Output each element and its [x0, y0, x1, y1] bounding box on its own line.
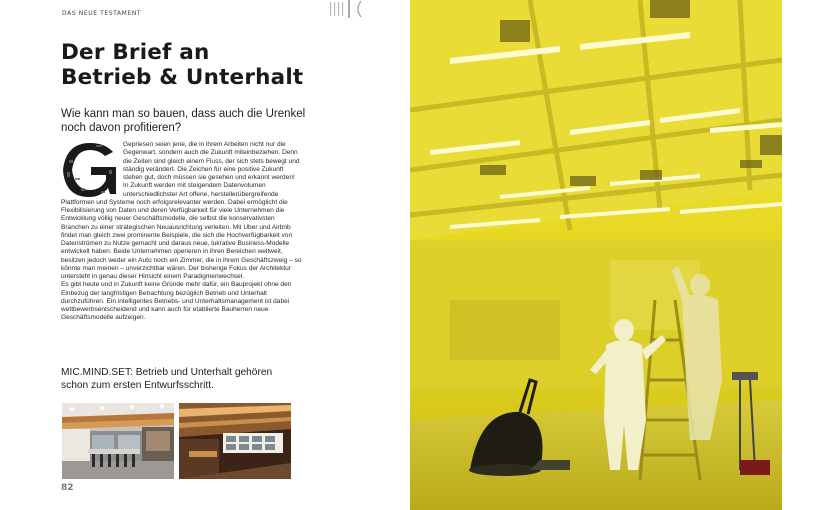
body-paragraph-3: Es gibt heute und in Zukunft keine Gründe mehr dafür, ein Bauprojekt ohne den Einbezug der langfristigen Betrachtung bezüglich Betrieb und Unterhalt durchzuführen. Ein intelligentes Betriebs- und Unterhaltsmanagement ist dabei wettbewerbsentscheidend und kann auch für etablierte Bauherren neue Geschäftsmodelle aufzeigen. [61, 281, 292, 322]
body-paragraph-1: Gepriesen seien jene, die in ihrem Arbeiten nicht nur die Gegenwart, sondern auch die Zukunft miteinbeziehen. Denn die Zeiten sind gleich einem Fluss, der sich stets bewegt und ständig verändert. Die Zeichen für eine positive Zukunft stehen gut, doch müssen sie gesehen und erkannt werden! [123, 141, 300, 181]
svg-text:G: G [89, 182, 91, 183]
title-line-2: Betrieb & Unterhalt [61, 65, 304, 90]
photo-warm-interior [179, 403, 291, 479]
section-label: DAS NEUE TESTAMENT [62, 10, 142, 17]
photo-interior-corridor [62, 403, 174, 479]
page-number: 82 [61, 483, 74, 493]
body-paragraph-2: In Zukunft werden mit steigendem Datenvolumen unterschiedlichster Art offene, herstellerübergreifende Plattformen und Systeme noch erfolgsrelevanter werden. Dabei ermöglicht die Flexibilisierung von Daten und deren Verfügbarkeit für viele Unternehmen die Entwicklung völlig neuer Geschäftsmodelle, die selbst die konservativsten Branchen zu einer strategischen Neuausrichtung verleiten. Mit Uber und Airbnb findet man gleich zwei prominente Beispiele, die sich die Hochverfügbarkeit von Datenströmen zu Nutze gemacht und daraus neue, lukrative Business-Modelle entwickelt haben. Beide Unternehmen operieren in ihren Bereichen weltweit, besitzen jedoch weder ein Auto noch ein Zimmer, die in ihrem Geschäftszweig – so könnte man meinen – unverzichtbar wären. Der bisherige Fokus der Architektur untersteht in genau dieser Hinsicht einem Paradigmenwechsel. [61, 182, 302, 280]
article-body [61, 141, 304, 323]
dropcap [61, 142, 119, 198]
pull-quote: MIC.MIND.SET: Betrieb und Unterhalt gehören schon zum ersten Entwurfsschritt. [61, 367, 273, 391]
decorative-mark-icon [330, 0, 370, 20]
hero-photo-cleanroom [410, 0, 782, 510]
title-line-1: Der Brief an [61, 40, 210, 65]
subtitle: Wie kann man so bauen, dass auch die Urenkel noch davon profitieren? [61, 108, 306, 134]
page-title [61, 40, 401, 90]
right-page [410, 0, 820, 510]
dropcap-g-icon [61, 142, 119, 198]
